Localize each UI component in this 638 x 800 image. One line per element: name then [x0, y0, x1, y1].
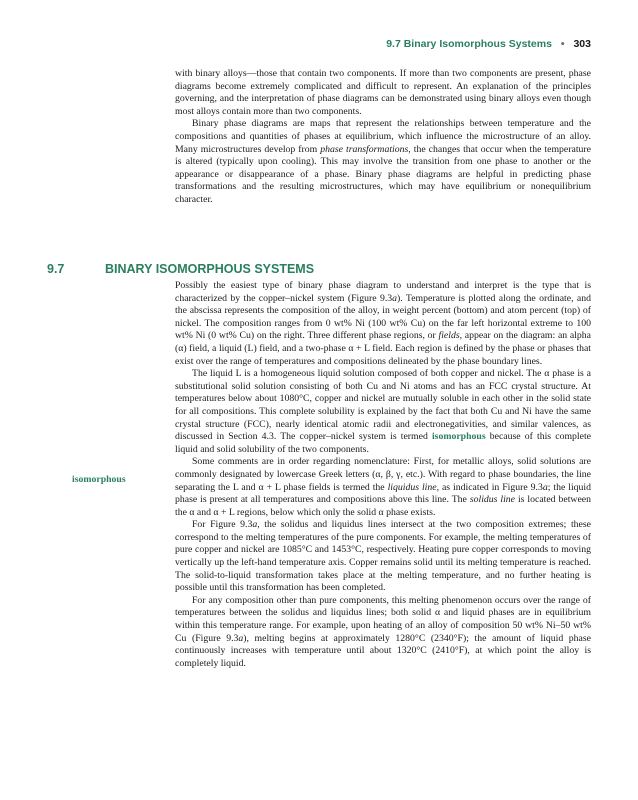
intro-text — [175, 68, 591, 207]
body-paragraph-5: For any composition other than pure components, this melting phenomenon occurs over the range of temperatures between the solidus and liquidus lines; both solid α and liquid phases are in equilibrium within this temperature range. For example, upon heating of an alloy of composition 50 wt% Ni–50 wt% Cu (Figure 9.3a), melting begins at approximately 1280°C (2340°F); the amount of liquid phase continuously increases with temperature until about 1320°C (2410°F), at which point the alloy is completely liquid. — [175, 594, 591, 669]
body-paragraph-2: The liquid L is a homogeneous liquid solution composed of both copper and nickel. The α phase is a substitutional solid solution consisting of both Cu and Ni atoms and has an FCC crystal structure. At temperatures below about 1080°C, copper and nickel are mutually soluble in each other in the solid state for all compositions. This complete solubility is explained by the fact that both Cu and Ni have the same crystal structure (FCC), nearly identical atomic radii and electronegativities, and similar valences, as discussed in Section 4.3. The copper–nickel system is termed isomorphous because of this complete liquid and solid solubility of the two components. — [175, 368, 591, 455]
section-title: BINARY ISOMORPHOUS SYSTEMS — [105, 262, 315, 276]
running-head — [386, 38, 591, 50]
section-number: 9.7 — [47, 262, 65, 276]
keyword-isomorphous: isomorphous — [431, 431, 486, 443]
section-heading — [47, 262, 314, 276]
intro-paragraph-2: Binary phase diagrams are maps that represent the relationships between temperature and the compositions and quantities of phases at equilibrium, which influence the microstructure of an alloy. Many microstructures develop from phase transformations, the changes that occur when the temperature is altered (typically upon cooling). This may involve the transition from one phase to another or the appearance or disappearance of a phase. Binary phase diagrams are helpful in predicting phase transformations and the resulting microstructures, which may have equilibrium or nonequilibrium character. — [175, 118, 591, 205]
margin-glossary-term: isomorphous — [72, 474, 126, 485]
running-head-title: 9.7 Binary Isomorphous Systems — [386, 38, 552, 50]
body-paragraph-1: Possibly the easiest type of binary phase diagram to understand and interpret is the type that is characterized by the copper–nickel system (Figure 9.3a). Temperature is plotted along the ordinate, and the abscissa represents the composition of the alloy, in weight percent (bottom) and atom percent (top) of nickel. The composition ranges from 0 wt% Ni (100 wt% Cu) on the far left horizontal extreme to 100 wt% Ni (0 wt% Cu) on the right. Three different phase regions, or fields, appear on the diagram: an alpha (α) field, a liquid (L) field, and a two-phase α + L field. Each region is defined by the phase or phases that exist over the range of temperatures and compositions delineated by the phase boundary lines. — [175, 280, 591, 367]
page-number: 303 — [573, 38, 591, 50]
running-head-separator: • — [560, 38, 565, 50]
body-paragraph-4: For Figure 9.3a, the solidus and liquidus lines intersect at the two composition extremes; these correspond to the melting temperatures of the pure components. For example, the melting temperatures of pure copper and nickel are 1085°C and 1453°C, respectively. Heating pure copper corresponds to moving vertically up the left-hand temperature axis. Copper remains solid until its melting temperature is reached. The solid-to-liquid transformation takes place at the melting temperature, and no further heating is possible until this transformation has been completed. — [175, 519, 591, 594]
body-paragraph-3: Some comments are in order regarding nomenclature: First, for metallic alloys, solid solutions are commonly designated by lowercase Greek letters (α, β, γ, etc.). With regard to phase boundaries, the line separating the L and α + L phase fields is termed the liquidus line, as indicated in Figure 9.3a; the liquid phase is present at all temperatures and compositions above this line. The solidus line is located between the α and α + L regions, below which only the solid α phase exists. — [175, 456, 591, 518]
section-body — [175, 280, 591, 670]
intro-paragraph-1: with binary alloys—those that contain two components. If more than two components are present, phase diagrams become extremely complicated and difficult to represent. An explanation of the principles governing, and the interpretation of phase diagrams can be demonstrated using binary alloys even though most alloys contain more than two components. — [175, 68, 591, 117]
